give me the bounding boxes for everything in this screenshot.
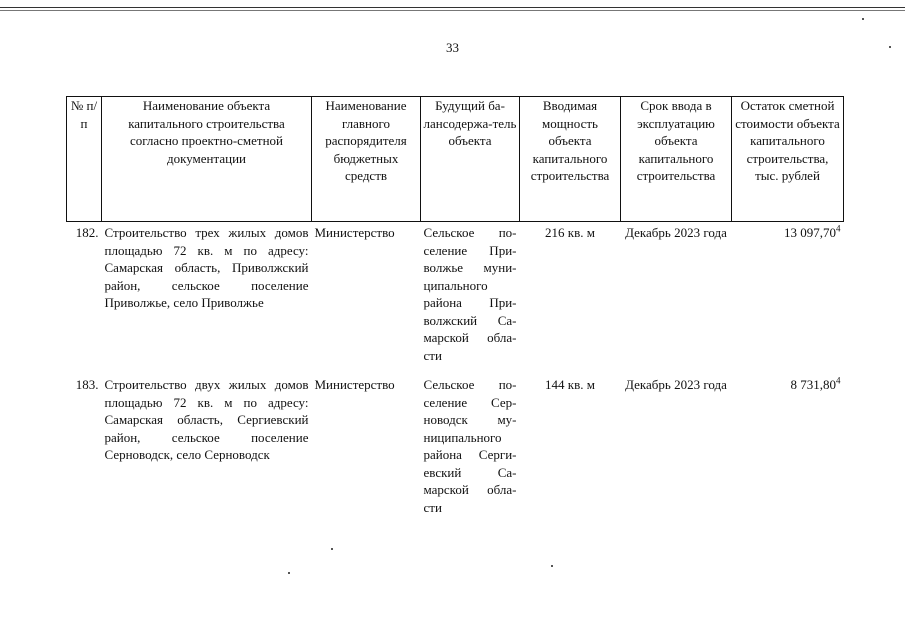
header-object-name: Наименование объекта капитального строительства согласно проектно-сметной документации: [102, 97, 312, 222]
top-scan-line-secondary: [0, 10, 905, 11]
header-commission-term: Срок ввода в эксплуатацию объекта капитального строительства: [621, 97, 732, 222]
budget-manager: Министерство: [314, 225, 395, 240]
page-number: 33: [446, 40, 459, 55]
object-name: Строительство трех жилых домов площадью 72 кв. м по адресу: Самарская область, Приволжский район, сельское поселение Приволжье, село Приволжье: [104, 225, 309, 310]
header-remaining-cost: Остаток сметной стоимости объекта капитального строительства, тыс. рублей: [732, 97, 844, 222]
table-row: [67, 374, 844, 526]
scan-speck: [551, 565, 553, 567]
table-header-row: [67, 97, 844, 222]
commission-term: Декабрь 2023 года: [625, 377, 727, 392]
scan-speck: [862, 18, 864, 20]
scan-speck: [331, 548, 333, 550]
top-scan-line: [0, 7, 905, 8]
budget-manager: Министерство: [314, 377, 395, 392]
commission-term: Декабрь 2023 года: [625, 225, 727, 240]
header-future-holder: Будущий ба-лансодержа-тель объекта: [421, 97, 520, 222]
future-holder: Сельское по-селение При-волжье муни-ципального района При-волжский Са-марской обла-сти: [423, 225, 517, 363]
header-capacity: Вводимая мощность объекта капитального строительства: [520, 97, 621, 222]
remaining-cost: 13 097,70: [784, 225, 836, 240]
scan-speck: [288, 572, 290, 574]
remaining-cost-cell: [732, 374, 844, 526]
footnote-ref: 4: [836, 223, 841, 234]
remaining-cost: 8 731,80: [790, 377, 836, 392]
object-name: Строительство двух жилых домов площадью 72 кв. м по адресу: Самарская область, Сергиевский район, сельское поселение Серноводск, село Серноводск: [104, 377, 309, 462]
header-budget-manager: Наименование главного распорядителя бюджетных средств: [312, 97, 421, 222]
table-row: [67, 222, 844, 375]
capacity: 216 кв. м: [545, 225, 595, 240]
row-number: 182.: [75, 225, 99, 240]
row-number: 183.: [75, 377, 99, 392]
construction-objects-table: [66, 96, 844, 526]
future-holder: Сельское по-селение Сер-новодск му-ниципального района Серги-евский Са-марской обла-сти: [423, 377, 517, 515]
capacity: 144 кв. м: [545, 377, 595, 392]
remaining-cost-cell: [732, 222, 844, 375]
footnote-ref: 4: [836, 375, 841, 386]
header-number: № п/п: [67, 97, 102, 222]
